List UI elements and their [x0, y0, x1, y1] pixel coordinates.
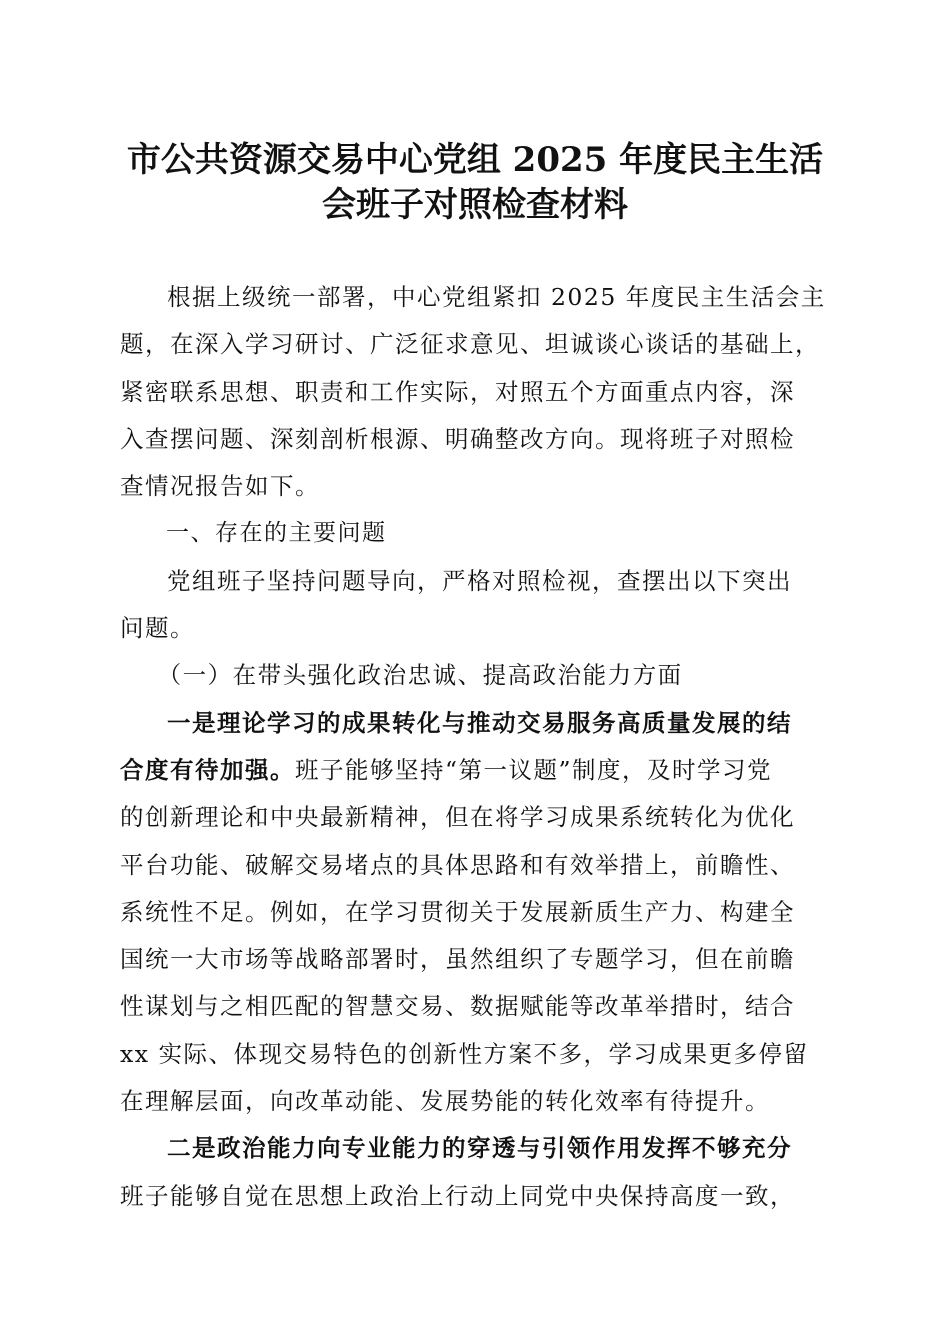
document-title-line-2: 会班子对照检查材料 [322, 185, 628, 225]
point-1-body-line: 系统性不足。例如，在学习贯彻关于发展新质生产力、构建全 [120, 897, 795, 926]
document-body [120, 274, 832, 1220]
point-1-body-line: 国统一大市场等战略部署时，虽然组织了专题学习，但在前瞻 [120, 945, 795, 974]
intro-line: 入查摆问题、深刻剖析根源、明确整改方向。现将班子对照检 [120, 424, 795, 453]
point-2-body-line: 班子能够自觉在思想上政治上行动上同党中央保持高度一致， [120, 1181, 795, 1210]
point-1-mixed-line [120, 747, 832, 794]
point-1-body-line: xx 实际、体现交易特色的创新性方案不多，学习成果更多停留 [120, 1039, 809, 1068]
point-2-paragraph [120, 1125, 832, 1220]
point-1-body-line: 平台功能、破解交易堵点的具体思路和有效举措上，前瞻性、 [120, 850, 795, 879]
section-intro-line: 党组班子坚持问题导向，严格对照检视，查摆出以下突出 [167, 566, 792, 595]
point-2-lead-line: 二是政治能力向专业能力的穿透与引领作用发挥不够充分 [167, 1134, 792, 1163]
intro-line: 紧密联系思想、职责和工作实际，对照五个方面重点内容，深 [120, 377, 795, 406]
section-heading: 一、存在的主要问题 [166, 520, 387, 547]
section-intro-paragraph [120, 558, 832, 653]
intro-line: 题，在深入学习研讨、广泛征求意见、坦诚谈心谈话的基础上， [120, 330, 820, 359]
point-1-lead-line: 一是理论学习的成果转化与推动交易服务高质量发展的结 [167, 708, 792, 737]
subsection-heading: （一）在带头强化政治忠诚、提高政治能力方面 [157, 661, 683, 690]
point-1-body-line: 在理解层面，向改革动能、发展势能的转化效率有待提升。 [120, 1087, 770, 1116]
document-title-line-1: 市公共资源交易中心党组 2025 年度民主生活 [126, 140, 824, 180]
intro-line: 根据上级统一部署，中心党组紧扣 2025 年度民主生活会主 [167, 283, 826, 311]
point-1-body-line: 的创新理论和中央最新精神，但在将学习成果系统转化为优化 [120, 803, 795, 832]
point-1-body-start: 班子能够坚持“第一议题”制度，及时学习党 [295, 755, 773, 784]
intro-line: 查情况报告如下。 [120, 472, 320, 501]
point-1-body-line: 性谋划与之相匹配的智慧交易、数据赋能等改革举措时，结合 [120, 992, 795, 1021]
section-intro-line: 问题。 [120, 614, 195, 643]
intro-paragraph [120, 274, 832, 510]
point-1-lead-tail: 合度有待加强。 [120, 755, 295, 784]
point-1-paragraph [120, 700, 832, 1126]
